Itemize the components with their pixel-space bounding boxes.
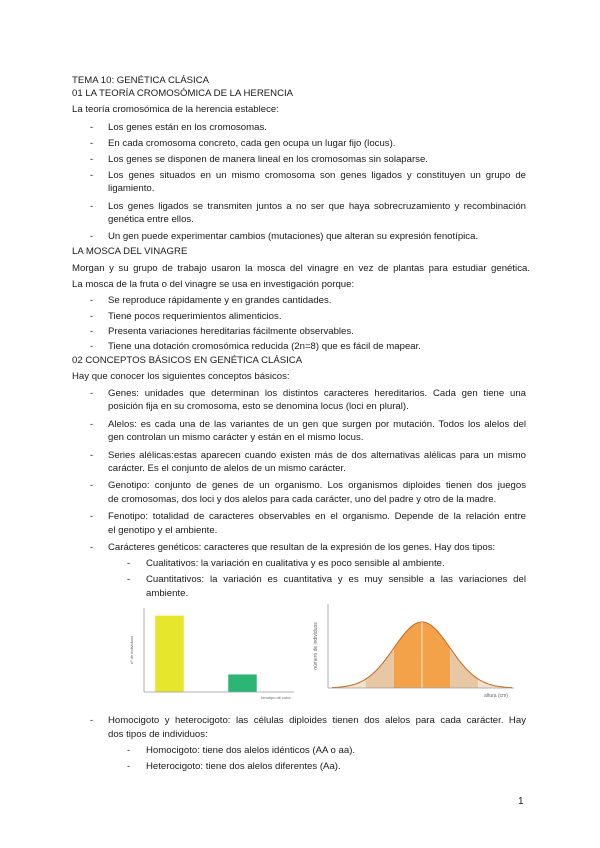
list-item-continuation: el genotipo y el ambiente. xyxy=(108,525,218,536)
list-bullet: - xyxy=(90,388,94,399)
sublist-item: Heterocigoto: tiene dos alelos diferentes (Aa). xyxy=(146,761,341,772)
list-item: Homocigoto y heterocigoto: las células diploides tienen dos alelos para cada carácter. Hay xyxy=(108,715,526,726)
list-bullet: - xyxy=(90,341,94,352)
section-2-heading: 02 CONCEPTOS BÁSICOS EN GENÉTICA CLÁSICA xyxy=(72,355,303,366)
list-bullet: - xyxy=(90,511,94,522)
list-bullet: - xyxy=(90,480,94,491)
list-item-continuation: ligamiento. xyxy=(108,183,155,194)
list-item: Un gen puede experimentar cambios (mutaciones) que alteran su expresión fenotípica. xyxy=(108,231,479,242)
list-item: Fenotipo: totalidad de caracteres observables en el organismo. Depende de la relación entre xyxy=(108,511,526,522)
list-item: Series alélicas:estas aparecen cuando existen más de dos alternativas alélicas para un mismo xyxy=(108,450,526,461)
bar-1 xyxy=(155,616,184,692)
list-bullet: - xyxy=(90,201,94,212)
list-bullet: - xyxy=(90,138,94,149)
list-item: En cada cromosoma concreto, cada gen ocupa un lugar fijo (locus). xyxy=(108,138,396,149)
sublist-bullet: - xyxy=(127,761,131,772)
list-item-continuation: genética entre ellos. xyxy=(108,214,194,225)
section-mosca-paragraph: Morgan y su grupo de trabajo usaron la mosca del vinagre en vez de plantas para estudiar genética. xyxy=(72,263,530,274)
list-bullet: - xyxy=(90,326,94,337)
sublist-item: Homocigoto: tiene dos alelos idénticos (AA o aa). xyxy=(146,745,356,756)
list-item-continuation: carácter. Es el conjunto de alelos de un mismo carácter. xyxy=(108,463,346,474)
sublist-bullet: - xyxy=(127,574,131,585)
list-item-continuation: de cromosomas, dos loci y dos alelos para cada carácter, uno del padre y otro de la madre. xyxy=(108,494,497,505)
list-item: Los genes ligados se transmiten juntos a no ser que haya sobrecruzamiento y recombinación xyxy=(108,201,526,212)
distribution-band-5 xyxy=(478,679,512,688)
list-item: Alelos: es cada una de las variantes de un gen que surgen por mutación. Todos los alelos del xyxy=(108,419,526,430)
sublist-bullet: - xyxy=(127,558,131,569)
list-bullet: - xyxy=(90,295,94,306)
list-item: Tiene pocos requerimientos alimenticios. xyxy=(108,311,282,322)
list-item: Se reproduce rápidamente y en grandes cantidades. xyxy=(108,295,332,306)
list-item: Los genes se disponen de manera lineal en los cromosomas sin solaparse. xyxy=(108,154,428,165)
x-axis-label: altura (cm) xyxy=(484,693,508,699)
section-mosca-paragraph: La mosca de la fruta o del vinagre se usa en investigación porque: xyxy=(72,279,355,290)
list-bullet: - xyxy=(90,311,94,322)
list-bullet: - xyxy=(90,450,94,461)
list-bullet: - xyxy=(90,419,94,430)
sublist-item: Cualitativos: la variación en cualitativa y es poco sensible al ambiente. xyxy=(146,558,445,569)
list-bullet: - xyxy=(90,170,94,181)
list-bullet: - xyxy=(90,154,94,165)
section-mosca-heading: LA MOSCA DEL VINAGRE xyxy=(72,246,188,257)
sublist-bullet: - xyxy=(127,745,131,756)
list-item-continuation: posición fija en su cromosoma, esto se denomina locus (loci en plural). xyxy=(108,401,409,412)
list-item: Carácteres genéticos: caracteres que resultan de la expresión de los genes. Hay dos tipos: xyxy=(108,542,496,553)
y-axis-label: número de individuos xyxy=(313,622,319,670)
list-item-continuation: dos tipos de individuos: xyxy=(108,729,208,740)
list-bullet: - xyxy=(90,542,94,553)
list-item: Genes: unidades que determinan los distintos caracteres hereditarios. Cada gen tiene una xyxy=(108,388,526,399)
sublist-item: Cuantitativos: la variación es cuantitativa y es muy sensible a las variaciones del xyxy=(146,574,526,585)
list-item-continuation: gen controlan un mismo carácter y están en el mismo locus. xyxy=(108,432,364,443)
list-item: Presenta variaciones hereditarias fácilmente observables. xyxy=(108,326,354,337)
page-number: 1 xyxy=(518,796,524,807)
section-1-heading: 01 LA TEORÍA CROMOSÓMICA DE LA HERENCIA xyxy=(72,88,294,99)
section-1-intro: La teoría cromosómica de la herencia establece: xyxy=(72,104,279,115)
section-2-intro: Hay que conocer los siguientes conceptos básicos: xyxy=(72,371,290,382)
qualitative-bar-chart xyxy=(124,604,300,700)
list-item: Genotipo: conjunto de genes de un organismo. Los organismos diploides tienen dos juegos xyxy=(108,480,526,491)
sublist-item-continuation: ambiente. xyxy=(146,588,189,599)
list-bullet: - xyxy=(90,715,94,726)
list-item: Los genes están en los cromosomas. xyxy=(108,122,267,133)
bar-2 xyxy=(228,674,257,692)
list-bullet: - xyxy=(90,231,94,242)
y-axis-label: nº de individuos xyxy=(129,635,134,665)
quantitative-distribution-chart xyxy=(306,600,520,704)
list-bullet: - xyxy=(90,122,94,133)
distribution-band-1 xyxy=(332,679,366,688)
x-axis-label: fenotipo de color xyxy=(261,695,291,700)
document-title: TEMA 10: GENÉTICA CLÁSICA xyxy=(72,75,210,86)
list-item: Los genes situados en un mismo cromosoma son genes ligados y constituyen un grupo de xyxy=(108,170,526,181)
list-item: Tiene una dotación cromosómica reducida (2n=8) que es fácil de mapear. xyxy=(108,341,421,352)
